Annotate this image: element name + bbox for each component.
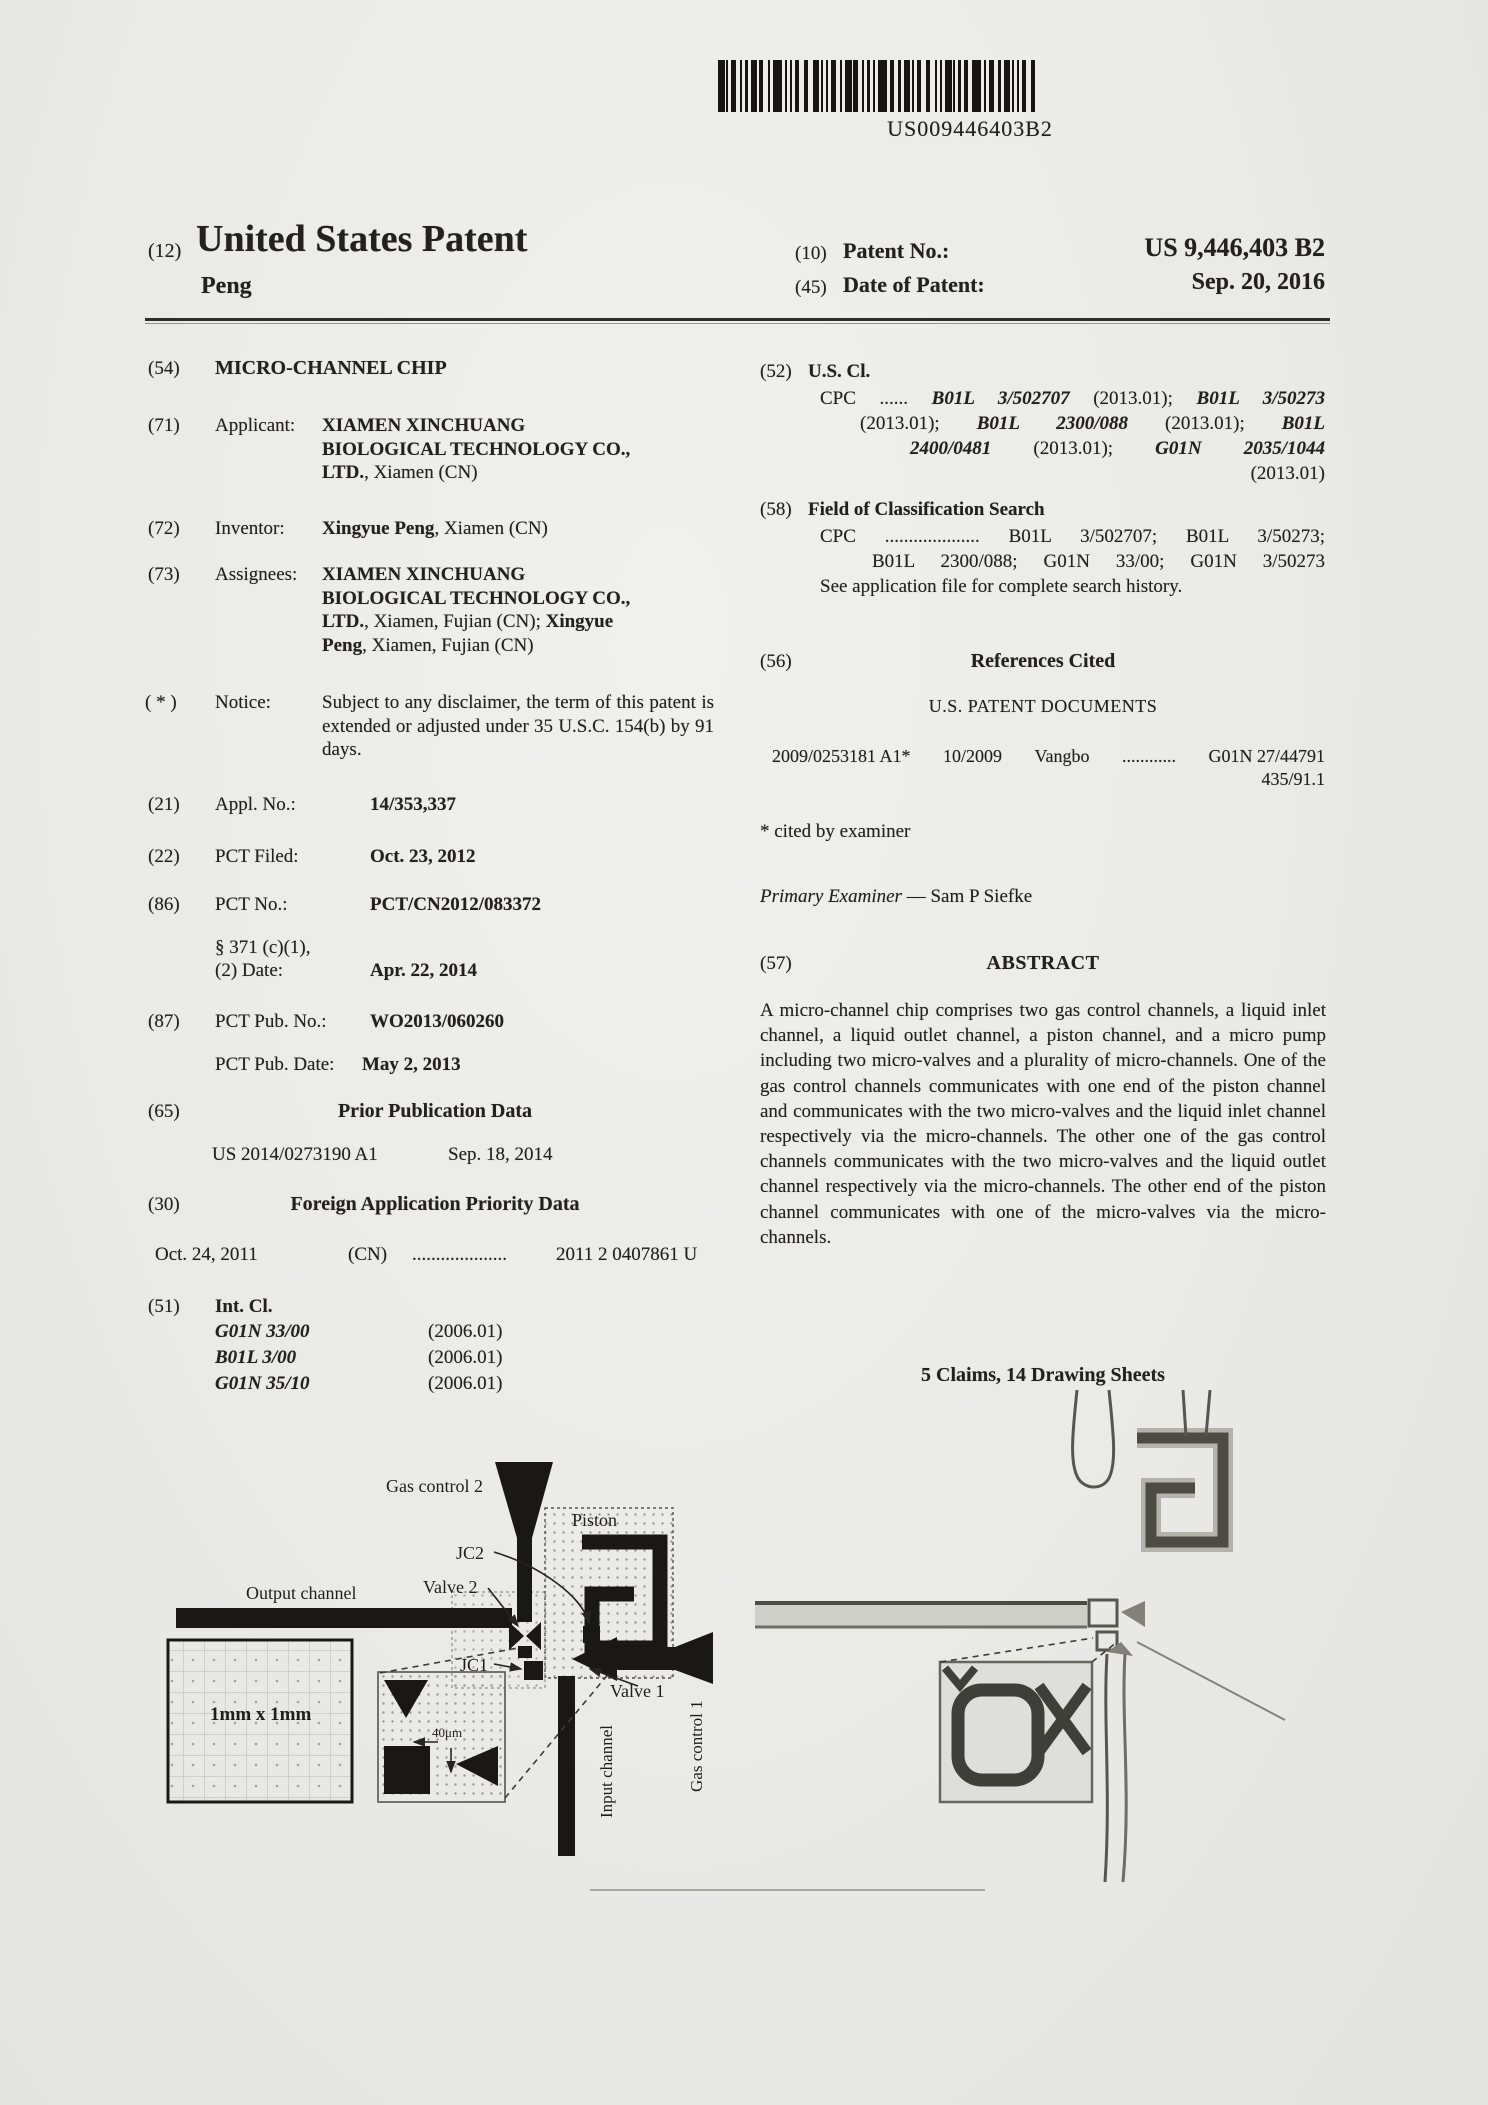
appl-no-label: Appl. No.:: [215, 794, 296, 815]
reference-class-2: 435/91.1: [1261, 769, 1325, 789]
page-title: United States Patent: [196, 218, 528, 260]
cited-by-examiner-note: * cited by examiner: [760, 821, 911, 842]
field-73-tag: (73): [148, 564, 180, 585]
field-30-tag: (30): [148, 1194, 180, 1215]
reference-date: 10/2009: [943, 746, 1003, 766]
figure-left-schematic: [120, 1440, 730, 1870]
s371-date-value: Apr. 22, 2014: [370, 960, 477, 981]
int-cl-year: (2006.01): [428, 1373, 503, 1394]
assignees-value: XIAMEN XINCHUANG BIOLOGICAL TECHNOLOGY CO., LTD., Xiamen, Fujian (CN); Xingyue Peng, Xiamen, Fujian (CN): [322, 564, 631, 656]
reference-author: Vangbo: [1034, 746, 1090, 766]
field-search-line-3: See application file for complete search history.: [820, 576, 1183, 597]
field-86-tag: (86): [148, 894, 180, 915]
foreign-dots: ....................: [412, 1244, 507, 1265]
reference-number: 2009/0253181 A1*: [772, 746, 911, 766]
s371-line2: (2) Date:: [215, 960, 284, 981]
primary-examiner-line: Primary Examiner — Sam P Siefke: [760, 886, 1033, 907]
patent-no-tag: (10): [795, 243, 827, 264]
patent-date-label: Date of Patent:: [843, 272, 985, 297]
gas-control-1-label: Gas control 1: [687, 1700, 706, 1792]
references-cited-heading: References Cited: [970, 650, 1116, 672]
pct-filed-value: Oct. 23, 2012: [370, 846, 476, 867]
field-58-tag: (58): [760, 499, 792, 520]
field-search-line-2: B01L 2300/088; G01N 33/00; G01N 3/50273: [872, 551, 1325, 572]
int-cl-year: (2006.01): [428, 1321, 503, 1342]
inventor-label: Inventor:: [215, 518, 285, 539]
s371-line1: § 371 (c)(1),: [215, 937, 311, 958]
input-channel-label: Input channel: [597, 1725, 616, 1818]
jc2-junction: [583, 1626, 600, 1643]
right-channel: [615, 1647, 677, 1670]
inventor-surname: Peng: [201, 273, 252, 299]
abstract-heading: ABSTRACT: [986, 952, 1100, 974]
reference-dots: ............: [1121, 746, 1176, 766]
field-57-tag: (57): [760, 953, 792, 974]
field-54-tag: (54): [148, 358, 180, 379]
micro-junction: [1089, 1600, 1117, 1626]
header-rule-shadow: [145, 323, 1330, 324]
foreign-app-number: 2011 2 0407861 U: [556, 1244, 698, 1265]
appl-no-value: 14/353,337: [370, 794, 457, 815]
output-channel-label: Output channel: [246, 1583, 357, 1603]
bottom-scan-line: [590, 1889, 985, 1891]
patent-date-value: Sep. 20, 2016: [1191, 269, 1325, 295]
abstract-text: A micro-channel chip comprises two gas control channels, a liquid inlet channel, a liquid outlet channel, a piston channel, and a micro pump including two micro-valves and a plurality of micro-channels. One of the gas control channels communicates with one end of the piston channel and communicates with the two micro-valves and the liquid inlet channel respectively via the micro-channels. The other one of the gas control channels communicates with the two micro-valves and the liquid outlet channel respectively via the micro-channels. The other end of the piston channel communicates with one of the micro-valves via the micro-channels.: [760, 1000, 1326, 1248]
barcode: [718, 60, 1040, 112]
prior-pub-number: US 2014/0273190 A1: [212, 1144, 378, 1165]
field-72-tag: (72): [148, 518, 180, 539]
pct-no-value: PCT/CN2012/083372: [370, 894, 541, 915]
barcode-number: US009446403B2: [887, 116, 1053, 141]
notice-text: Subject to any disclaimer, the term of this patent is extended or adjusted under 35 U.S.C. 154(b) by 91 days.: [322, 692, 714, 760]
reference-entry: [772, 745, 1325, 768]
cpc-line-2: (2013.01); B01L 2300/088 (2013.01); B01L: [860, 413, 1326, 434]
micro-input-channel: [1123, 1654, 1126, 1882]
applicant-value: XIAMEN XINCHUANG BIOLOGICAL TECHNOLOGY CO., LTD., Xiamen (CN): [322, 415, 631, 483]
pct-pub-no-label: PCT Pub. No.:: [215, 1011, 327, 1032]
inset-scale-label: 40μm: [432, 1725, 463, 1740]
valve-1-label: Valve 1: [610, 1681, 665, 1701]
callout-line: [505, 1672, 610, 1798]
field-51-tag: (51): [148, 1296, 180, 1317]
jc1-junction: [524, 1661, 543, 1680]
micro-funnel-outline: [1073, 1390, 1114, 1487]
reference-class: G01N 27/44791: [1208, 746, 1325, 766]
prior-pub-date: Sep. 18, 2014: [448, 1144, 553, 1165]
us-cl-label: U.S. Cl.: [808, 361, 871, 382]
field-56-tag: (56): [760, 651, 792, 672]
int-cl-code: G01N 33/00: [215, 1321, 310, 1342]
micro-spiral-channel: [1137, 1438, 1223, 1542]
jc2-label: JC2: [456, 1543, 485, 1563]
piston-label: Piston: [572, 1510, 618, 1530]
kind-code-tag: (12): [148, 240, 182, 262]
field-52-tag: (52): [760, 361, 792, 382]
foreign-country: (CN): [348, 1244, 388, 1265]
micro-output-channel: [755, 1604, 1087, 1626]
field-search-line-1: CPC .................... B01L 3/502707; B01L 3/50273;: [820, 526, 1325, 547]
figure-right-micrograph: [755, 1390, 1340, 1885]
gas-control-2-label: Gas control 2: [386, 1476, 483, 1496]
inventor-value: Xingyue Peng, Xiamen (CN): [322, 518, 548, 539]
field-21-tag: (21): [148, 794, 180, 815]
int-cl-code: G01N 35/10: [215, 1373, 310, 1394]
field-of-search-label: Field of Classification Search: [808, 499, 1045, 520]
foreign-date: Oct. 24, 2011: [155, 1244, 258, 1265]
pct-pub-no-value: WO2013/060260: [370, 1011, 505, 1032]
patent-no-value: US 9,446,403 B2: [1144, 233, 1325, 262]
cpc-line-3: 2400/0481 (2013.01); G01N 2035/1044: [910, 438, 1325, 459]
patent-no-label: Patent No.:: [843, 238, 950, 263]
invention-title: MICRO-CHANNEL CHIP: [215, 357, 447, 379]
output-channel-bar: [176, 1608, 512, 1628]
input-channel-bar: [558, 1676, 575, 1856]
valve-2-seat: [518, 1646, 532, 1658]
notice-label: Notice:: [215, 692, 271, 713]
scale-label: 1mm x 1mm: [210, 1704, 312, 1725]
pct-no-label: PCT No.:: [215, 894, 288, 915]
micro-valve: [1121, 1601, 1145, 1627]
gas-control-2-stem: [517, 1536, 532, 1622]
notice-tag: ( * ): [145, 692, 177, 713]
pct-filed-label: PCT Filed:: [215, 846, 299, 867]
gas-control-1-port: [675, 1632, 713, 1684]
us-patent-documents-heading: U.S. PATENT DOCUMENTS: [928, 696, 1158, 716]
applicant-label: Applicant:: [215, 415, 296, 436]
patent-date-tag: (45): [795, 277, 827, 298]
micro-input-channel: [1105, 1654, 1107, 1882]
micro-diagonal-line: [1137, 1642, 1285, 1720]
pct-pub-date-label: PCT Pub. Date:: [215, 1054, 335, 1075]
field-22-tag: (22): [148, 846, 180, 867]
int-cl-year: (2006.01): [428, 1347, 503, 1368]
cpc-line-1: CPC ...... B01L 3/502707 (2013.01); B01L 3/50273: [820, 388, 1325, 409]
foreign-priority-heading: Foreign Application Priority Data: [290, 1193, 580, 1215]
pct-pub-date-value: May 2, 2013: [362, 1054, 461, 1075]
int-cl-code: B01L 3/00: [215, 1347, 297, 1368]
micro-callout-line: [940, 1638, 1093, 1662]
valve-2-label: Valve 2: [423, 1577, 478, 1597]
header-rule: [145, 318, 1330, 321]
field-65-tag: (65): [148, 1101, 180, 1122]
field-87-tag: (87): [148, 1011, 180, 1032]
assignees-label: Assignees:: [215, 564, 298, 585]
field-71-tag: (71): [148, 415, 180, 436]
cpc-line-4: (2013.01): [1250, 463, 1325, 484]
inset-square: [384, 1746, 430, 1794]
prior-pub-heading: Prior Publication Data: [337, 1100, 533, 1122]
jc1-label: JC1: [460, 1655, 489, 1675]
int-cl-label: Int. Cl.: [215, 1296, 273, 1317]
claims-drawing-line: 5 Claims, 14 Drawing Sheets: [921, 1364, 1165, 1386]
